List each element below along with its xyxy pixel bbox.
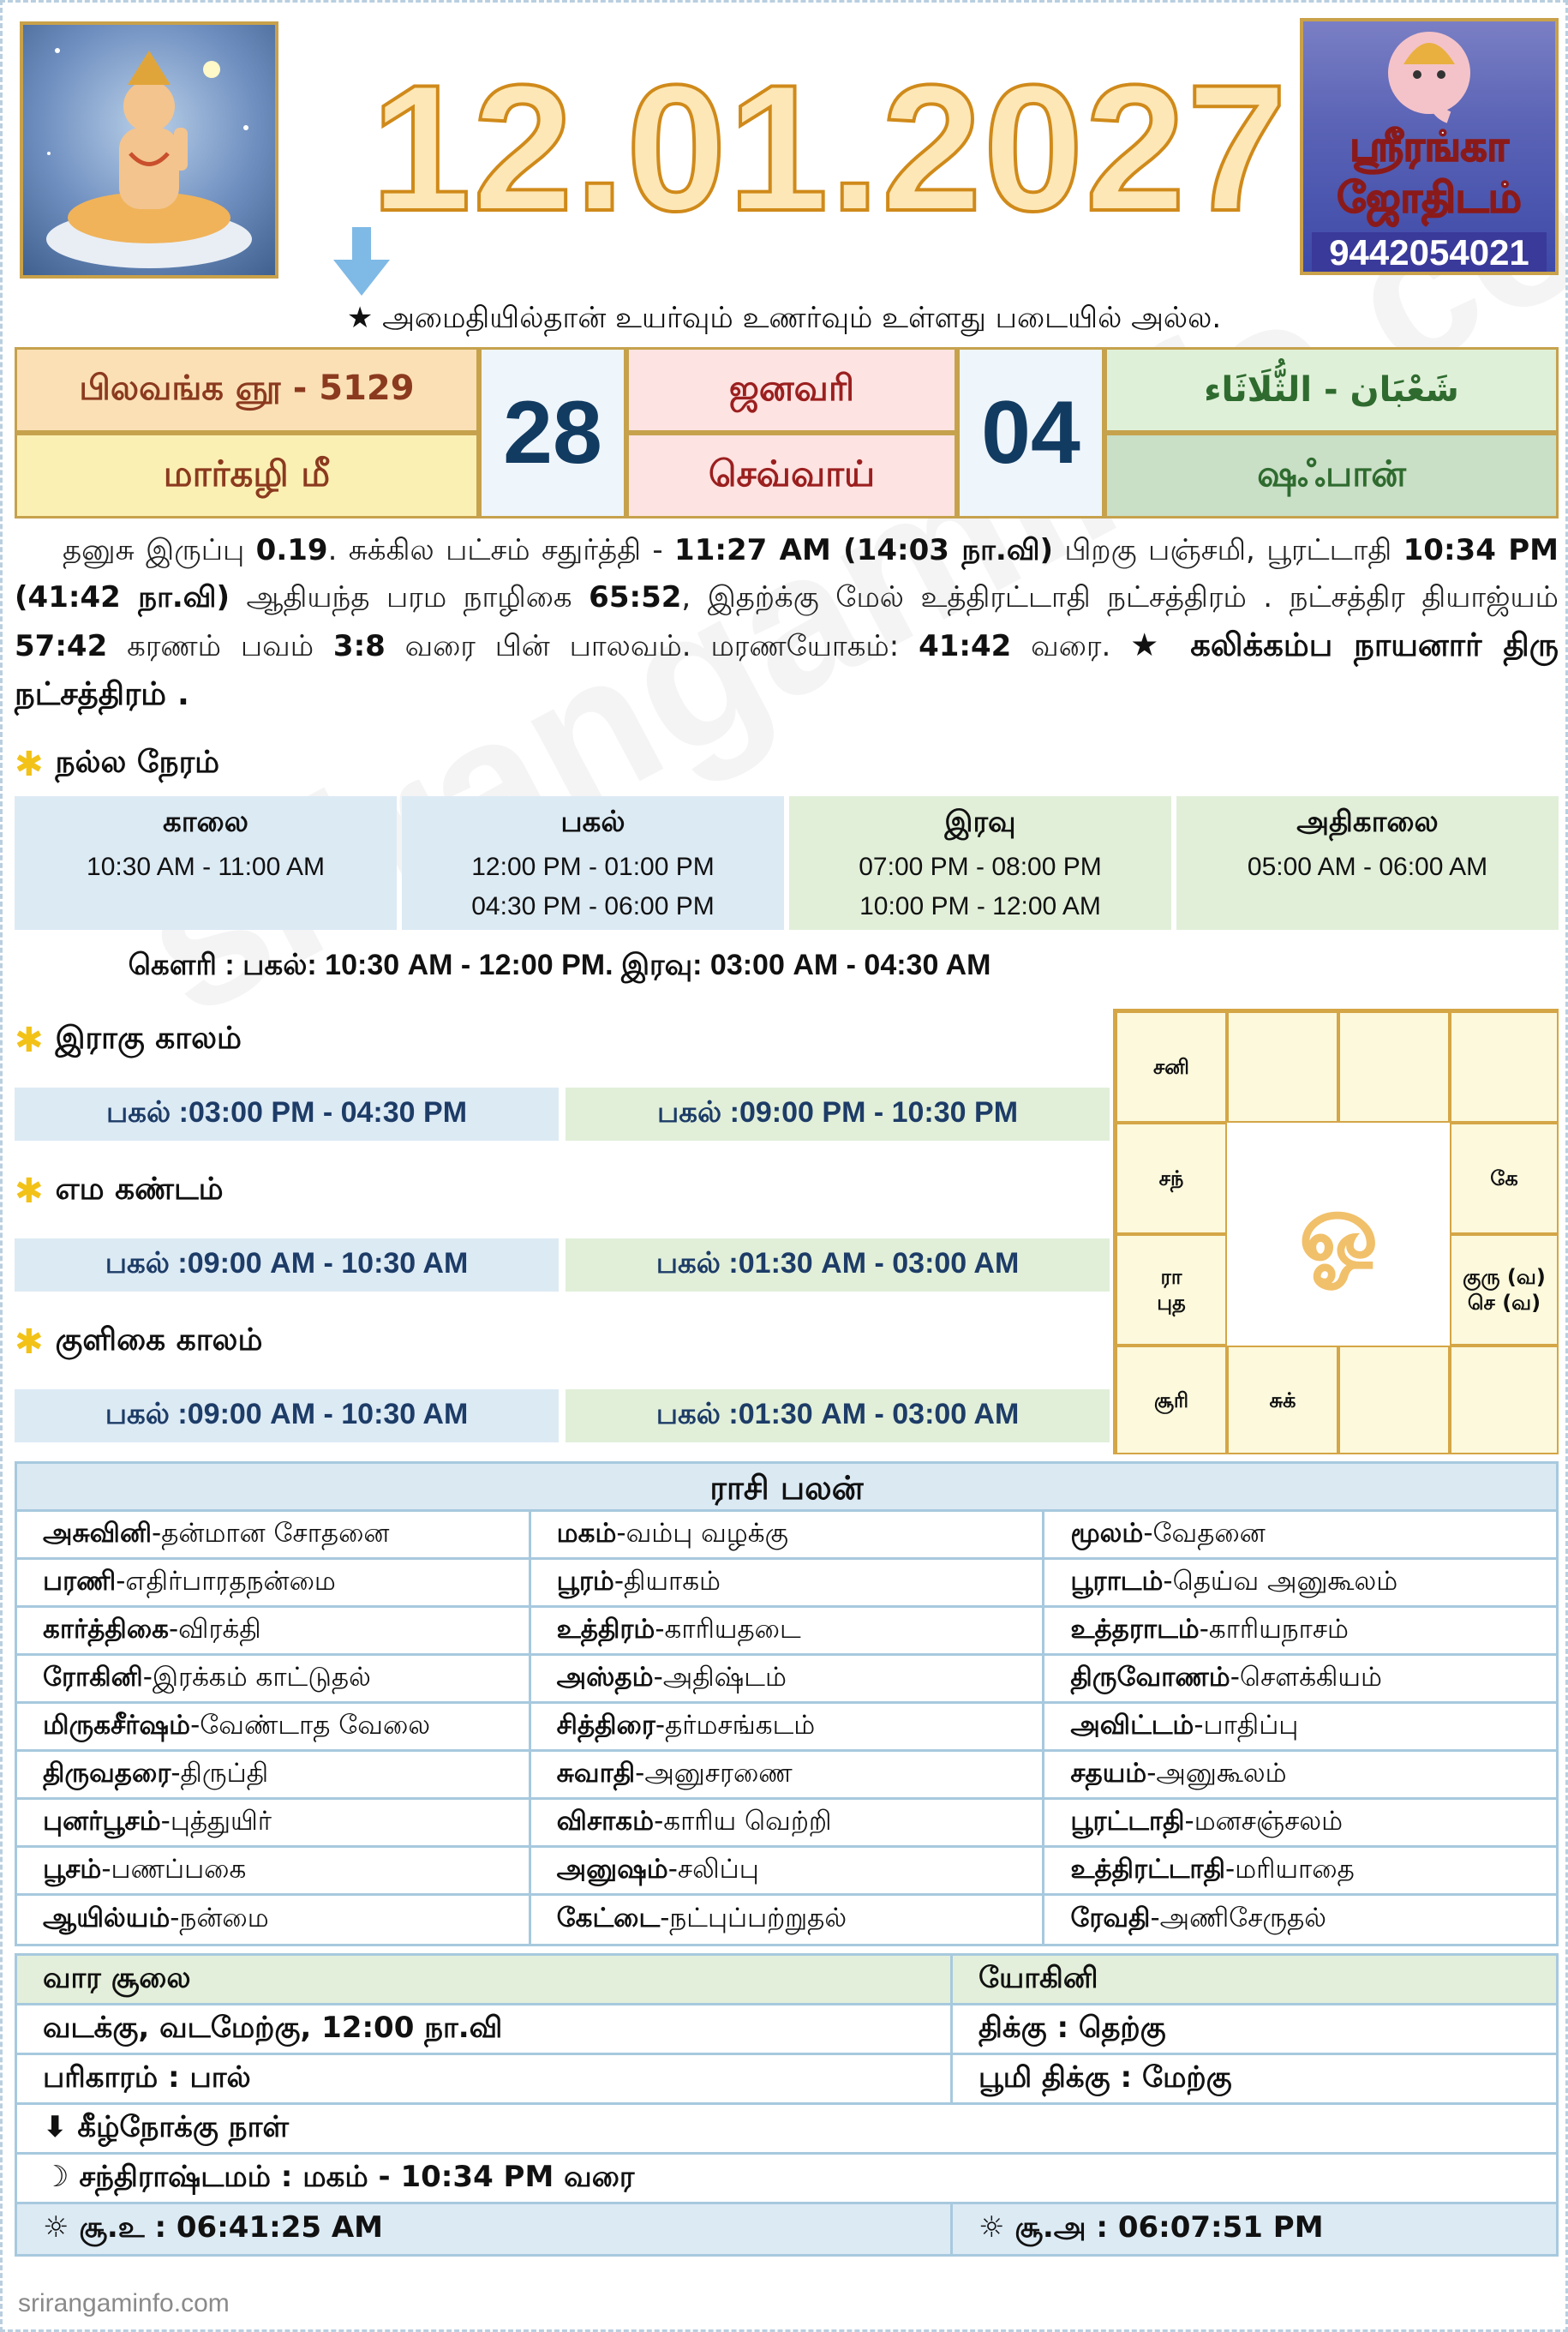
rasi-box: [1338, 1346, 1450, 1454]
star-name: மிருகசீர்ஷம்: [43, 1709, 191, 1741]
star-name: புனர்பூசம்: [43, 1805, 161, 1837]
rasi-palan-cell: [17, 1608, 531, 1653]
star-name: அஸ்தம்: [556, 1661, 654, 1693]
star-name: அனுஷம்: [556, 1853, 668, 1885]
rasi-palan-cell: [1044, 1560, 1556, 1605]
prediction: -அனுகூலம்: [1146, 1757, 1287, 1789]
nalla-neram-table: [15, 796, 1559, 930]
star-icon: ✱: [15, 1021, 44, 1060]
star-name: மூலம்: [1070, 1517, 1144, 1549]
prediction: -விரக்தி: [168, 1613, 261, 1645]
rasi-chart: [1113, 1009, 1559, 1454]
star-name: ரேவதி: [1070, 1903, 1151, 1933]
rasi-palan-cell: [1044, 1656, 1556, 1701]
prediction: -மரியாதை: [1225, 1853, 1355, 1885]
table-row: [17, 2005, 1556, 2055]
star-name: அவிட்டம்: [1070, 1709, 1194, 1741]
rasi-palan-cell: [531, 1608, 1045, 1653]
table-row: [17, 1656, 1556, 1704]
prediction: -திருப்தி: [171, 1757, 269, 1789]
rasi-palan-table: [15, 1461, 1559, 1946]
footer-site: srirangaminfo.com: [18, 2289, 230, 2317]
rasi-palan-cell: [1044, 1800, 1556, 1845]
nn-col-morning: காலை 10:30 AM - 11:00 AM: [15, 796, 397, 930]
prediction: -தியாகம்: [613, 1565, 721, 1597]
star-name: விசாகம்: [556, 1805, 655, 1837]
table-row: [17, 2204, 1556, 2254]
sunset: ☼ சூ.அ : 06:07:51 PM: [979, 2210, 1324, 2245]
prediction: -காரியதடை: [655, 1613, 801, 1645]
yogini-direction: திக்கு : தெற்கு: [979, 2010, 1166, 2045]
table-row: [17, 1848, 1556, 1896]
prediction: -தெய்வ அனுகூலம்: [1163, 1565, 1398, 1597]
rasi-box: [1227, 1011, 1338, 1123]
rasi-box: கே: [1450, 1123, 1559, 1234]
table-row: [17, 1512, 1556, 1560]
yama-times: [15, 1238, 1110, 1292]
big-date: 12.01.2027: [371, 47, 1290, 249]
prediction: -அணிசேருதல்: [1150, 1903, 1327, 1933]
vara-soolai-heading: வார சூலை: [17, 1956, 953, 2003]
rahu-night: பகல் :09:00 PM - 10:30 PM: [566, 1088, 1110, 1141]
bhoomi-direction: பூமி திக்கு : மேற்கு: [979, 2059, 1232, 2095]
prediction: -எதிர்பாரதநன்மை: [116, 1565, 336, 1597]
rasi-palan-cell: [531, 1800, 1045, 1845]
prediction: -அதிஷ்டம்: [653, 1661, 787, 1693]
rasi-box: ரா புத: [1116, 1234, 1227, 1346]
rasi-palan-cell: [1044, 1608, 1556, 1653]
parigaram: பரிகாரம் : பால்: [17, 2055, 953, 2102]
prediction: -பாதிப்பு: [1194, 1709, 1299, 1741]
prediction: -நட்புப்பற்றுதல்: [660, 1903, 847, 1933]
sunrise: ☼ சூ.உ : 06:41:25 AM: [17, 2204, 953, 2254]
table-row: [17, 1800, 1556, 1848]
table-row: [17, 2155, 1556, 2204]
star-name: உத்திரட்டாதி: [1070, 1853, 1226, 1885]
prediction: -தன்மான சோதனை: [152, 1517, 390, 1549]
rasi-box: சூரி: [1116, 1346, 1227, 1454]
prediction: -தர்மசங்கடம்: [655, 1709, 816, 1741]
deity-image-left: [20, 21, 278, 279]
rasi-palan-cell: [1044, 1704, 1556, 1749]
rasi-palan-cell: [531, 1512, 1045, 1557]
table-row: [17, 1560, 1556, 1608]
rasi-palan-cell: [1044, 1848, 1556, 1893]
yama-night: பகல் :01:30 AM - 03:00 AM: [566, 1238, 1110, 1292]
kuligai-night: பகல் :01:30 AM - 03:00 AM: [566, 1389, 1110, 1442]
star-name: பரணி: [43, 1565, 117, 1597]
kuligai-heading: ✱ குளிகை காலம்: [15, 1322, 263, 1362]
rasi-box: சனி: [1116, 1011, 1227, 1123]
hijri-day: 04: [957, 347, 1104, 519]
star-name: கார்த்திகை: [43, 1613, 169, 1645]
deity-illustration: [23, 25, 275, 275]
table-row: [17, 1704, 1556, 1752]
star-name: மகம்: [556, 1517, 617, 1549]
logo-title: ஸ்ரீரங்கா: [1350, 123, 1509, 171]
yama-day: பகல் :09:00 AM - 10:30 AM: [15, 1238, 559, 1292]
star-name: அசுவினி: [43, 1517, 153, 1549]
rasi-box: [1338, 1011, 1450, 1123]
star-name: சதயம்: [1070, 1757, 1147, 1789]
table-row: [17, 2055, 1556, 2105]
tamil-month: மார்கழி மீ: [15, 433, 479, 519]
english-month: ஜனவரி: [626, 347, 957, 433]
down-arrow-icon: [332, 227, 392, 297]
table-row: [17, 1896, 1556, 1944]
prediction: -சௌக்கியம்: [1230, 1661, 1382, 1693]
rasi-palan-cell: [531, 1704, 1045, 1749]
gowri-times: கௌரி : பகல்: 10:30 AM - 12:00 PM. இரவு: 03:00 AM - 04:30 AM: [128, 949, 991, 981]
quote: ★ அமைதியில்தான் உயர்வும் உணர்வும் உள்ளது படையில் அல்ல.: [346, 301, 1222, 335]
star-name: ரோகினி: [43, 1661, 143, 1693]
rasi-palan-cell: [17, 1704, 531, 1749]
star-icon: ✱: [15, 1172, 44, 1211]
star-name: திருவோணம்: [1070, 1661, 1230, 1693]
prediction: -நன்மை: [170, 1903, 269, 1933]
prediction: -அனுசரணை: [635, 1757, 793, 1789]
star-name: பூரட்டாதி: [1070, 1805, 1185, 1837]
nn-col-night: இரவு 07:00 PM - 08:00 PM 10:00 PM - 12:00 AM: [789, 796, 1171, 930]
rasi-palan-cell: [17, 1848, 531, 1893]
table-row: [17, 1956, 1556, 2005]
date-info-grid: [15, 347, 1559, 519]
rahu-heading: ✱ இராகு காலம்: [15, 1021, 242, 1060]
ganesha-illustration: [1303, 21, 1555, 124]
kuligai-times: [15, 1389, 1110, 1442]
star-name: உத்தராடம்: [1070, 1613, 1200, 1645]
rahu-day: பகல் :03:00 PM - 04:30 PM: [15, 1088, 559, 1141]
rasi-palan-cell: [531, 1848, 1045, 1893]
star-name: ஆயில்யம்: [43, 1903, 171, 1933]
rasi-palan-cell: [17, 1512, 531, 1557]
star-name: பூரம்: [556, 1565, 614, 1597]
star-name: திருவதரை: [43, 1757, 171, 1789]
rasi-box: குரு (வ) செ (வ): [1450, 1234, 1559, 1346]
rasi-palan-cell: [17, 1752, 531, 1797]
rasi-palan-cell: [1044, 1896, 1556, 1944]
rasi-palan-cell: [17, 1896, 531, 1944]
yogini-heading: யோகினி: [979, 1960, 1098, 1995]
logo-image: [1300, 18, 1559, 275]
soolai-direction: வடக்கு, வடமேற்கு, 12:00 நா.வி: [17, 2005, 953, 2053]
rasi-palan-cell: [1044, 1512, 1556, 1557]
chandrashtamam: ☽ சந்திராஷ்டமம் : மகம் - 10:34 PM வரை: [43, 2159, 635, 2194]
rasi-palan-cell: [531, 1656, 1045, 1701]
rasi-palan-cell: [1044, 1752, 1556, 1797]
star-name: உத்திரம்: [556, 1613, 655, 1645]
rasi-palan-cell: [531, 1560, 1045, 1605]
rasi-palan-title: ராசி பலன்: [17, 1464, 1556, 1512]
prediction: -வேதனை: [1143, 1517, 1266, 1549]
keezh-nokku-naal: ⬇ கீழ்நோக்கு நாள்: [43, 2109, 290, 2144]
star-name: பூசம்: [43, 1853, 102, 1885]
rasi-palan-cell: [17, 1656, 531, 1701]
table-row: [17, 1752, 1556, 1800]
prediction: -பணப்பகை: [101, 1853, 247, 1885]
panchang-paragraph: தனுசு இருப்பு 0.19. சுக்கில பட்சம் சதுர்த்தி - 11:27 AM (14:03 நா.வி) பிறகு பஞ்சமி, பூரட்டாதி 10:34 PM (41:42 நா.வி) ஆதியந்த பரம நாழிகை 65:52, இதற்க்கு மேல் உத்திரட்டாதி நட்சத்திரம் . நட்சத்திர தியாஜ்யம் 57:42 கரணம் பவம் 3:8 வரை பின் பாலவம். மரணயோகம்: 41:42 வரை. ★ கலிக்கம்ப நாயனார் திரு நட்சத்திரம் .: [15, 533, 1559, 712]
star-name: கேட்டை: [556, 1903, 661, 1933]
star-name: சித்திரை: [556, 1709, 655, 1741]
om-symbol: ஓ: [1227, 1123, 1450, 1346]
prediction: -மனசஞ்சலம்: [1184, 1805, 1344, 1837]
hijri-month: ஷஃபான்: [1104, 433, 1559, 519]
star-name: சுவாதி: [556, 1757, 636, 1789]
hijri-arabic: شَعْبَان - الثُّلَاثَاء: [1104, 347, 1559, 433]
rasi-palan-cell: [17, 1800, 531, 1845]
star-icon: ✱: [15, 745, 44, 784]
star-icon: ✱: [15, 1322, 44, 1362]
weekday: செவ்வாய்: [626, 433, 957, 519]
prediction: -காரியநாசம்: [1199, 1613, 1349, 1645]
tamil-day: 28: [479, 347, 626, 519]
rasi-box: சந்: [1116, 1123, 1227, 1234]
nn-col-day: பகல் 12:00 PM - 01:00 PM 04:30 PM - 06:00 PM: [402, 796, 784, 930]
logo-subtitle: ஜோதிடம்: [1337, 174, 1522, 222]
prediction: -வம்பு வழக்கு: [616, 1517, 788, 1549]
table-row: [17, 1608, 1556, 1656]
rasi-box: [1450, 1011, 1559, 1123]
yama-heading: ✱ எம கண்டம்: [15, 1172, 224, 1211]
rahu-times: [15, 1088, 1110, 1141]
rasi-box: சுக்: [1227, 1346, 1338, 1454]
star-name: பூராடம்: [1070, 1565, 1164, 1597]
prediction: -இரக்கம் காட்டுதல்: [142, 1661, 371, 1693]
prediction: -காரிய வெற்றி: [654, 1805, 832, 1837]
nalla-neram-heading: ✱ நல்ல நேரம்: [15, 745, 220, 784]
tamil-year: பிலவங்க ஞூ - 5129: [15, 347, 479, 433]
prediction: -வேண்டாத வேலை: [190, 1709, 431, 1741]
kuligai-day: பகல் :09:00 AM - 10:30 AM: [15, 1389, 559, 1442]
rasi-palan-cell: [531, 1896, 1045, 1944]
logo-phone: 9442054021: [1312, 232, 1547, 273]
prediction: -சலிப்பு: [667, 1853, 759, 1885]
nn-col-dawn: அதிகாலை 05:00 AM - 06:00 AM: [1176, 796, 1559, 930]
bottom-info-table: [15, 1953, 1559, 2257]
rasi-palan-cell: [531, 1752, 1045, 1797]
rasi-palan-cell: [17, 1560, 531, 1605]
table-row: [17, 2105, 1556, 2155]
prediction: -புத்துயிர்: [160, 1805, 272, 1837]
rasi-box: [1450, 1346, 1559, 1454]
